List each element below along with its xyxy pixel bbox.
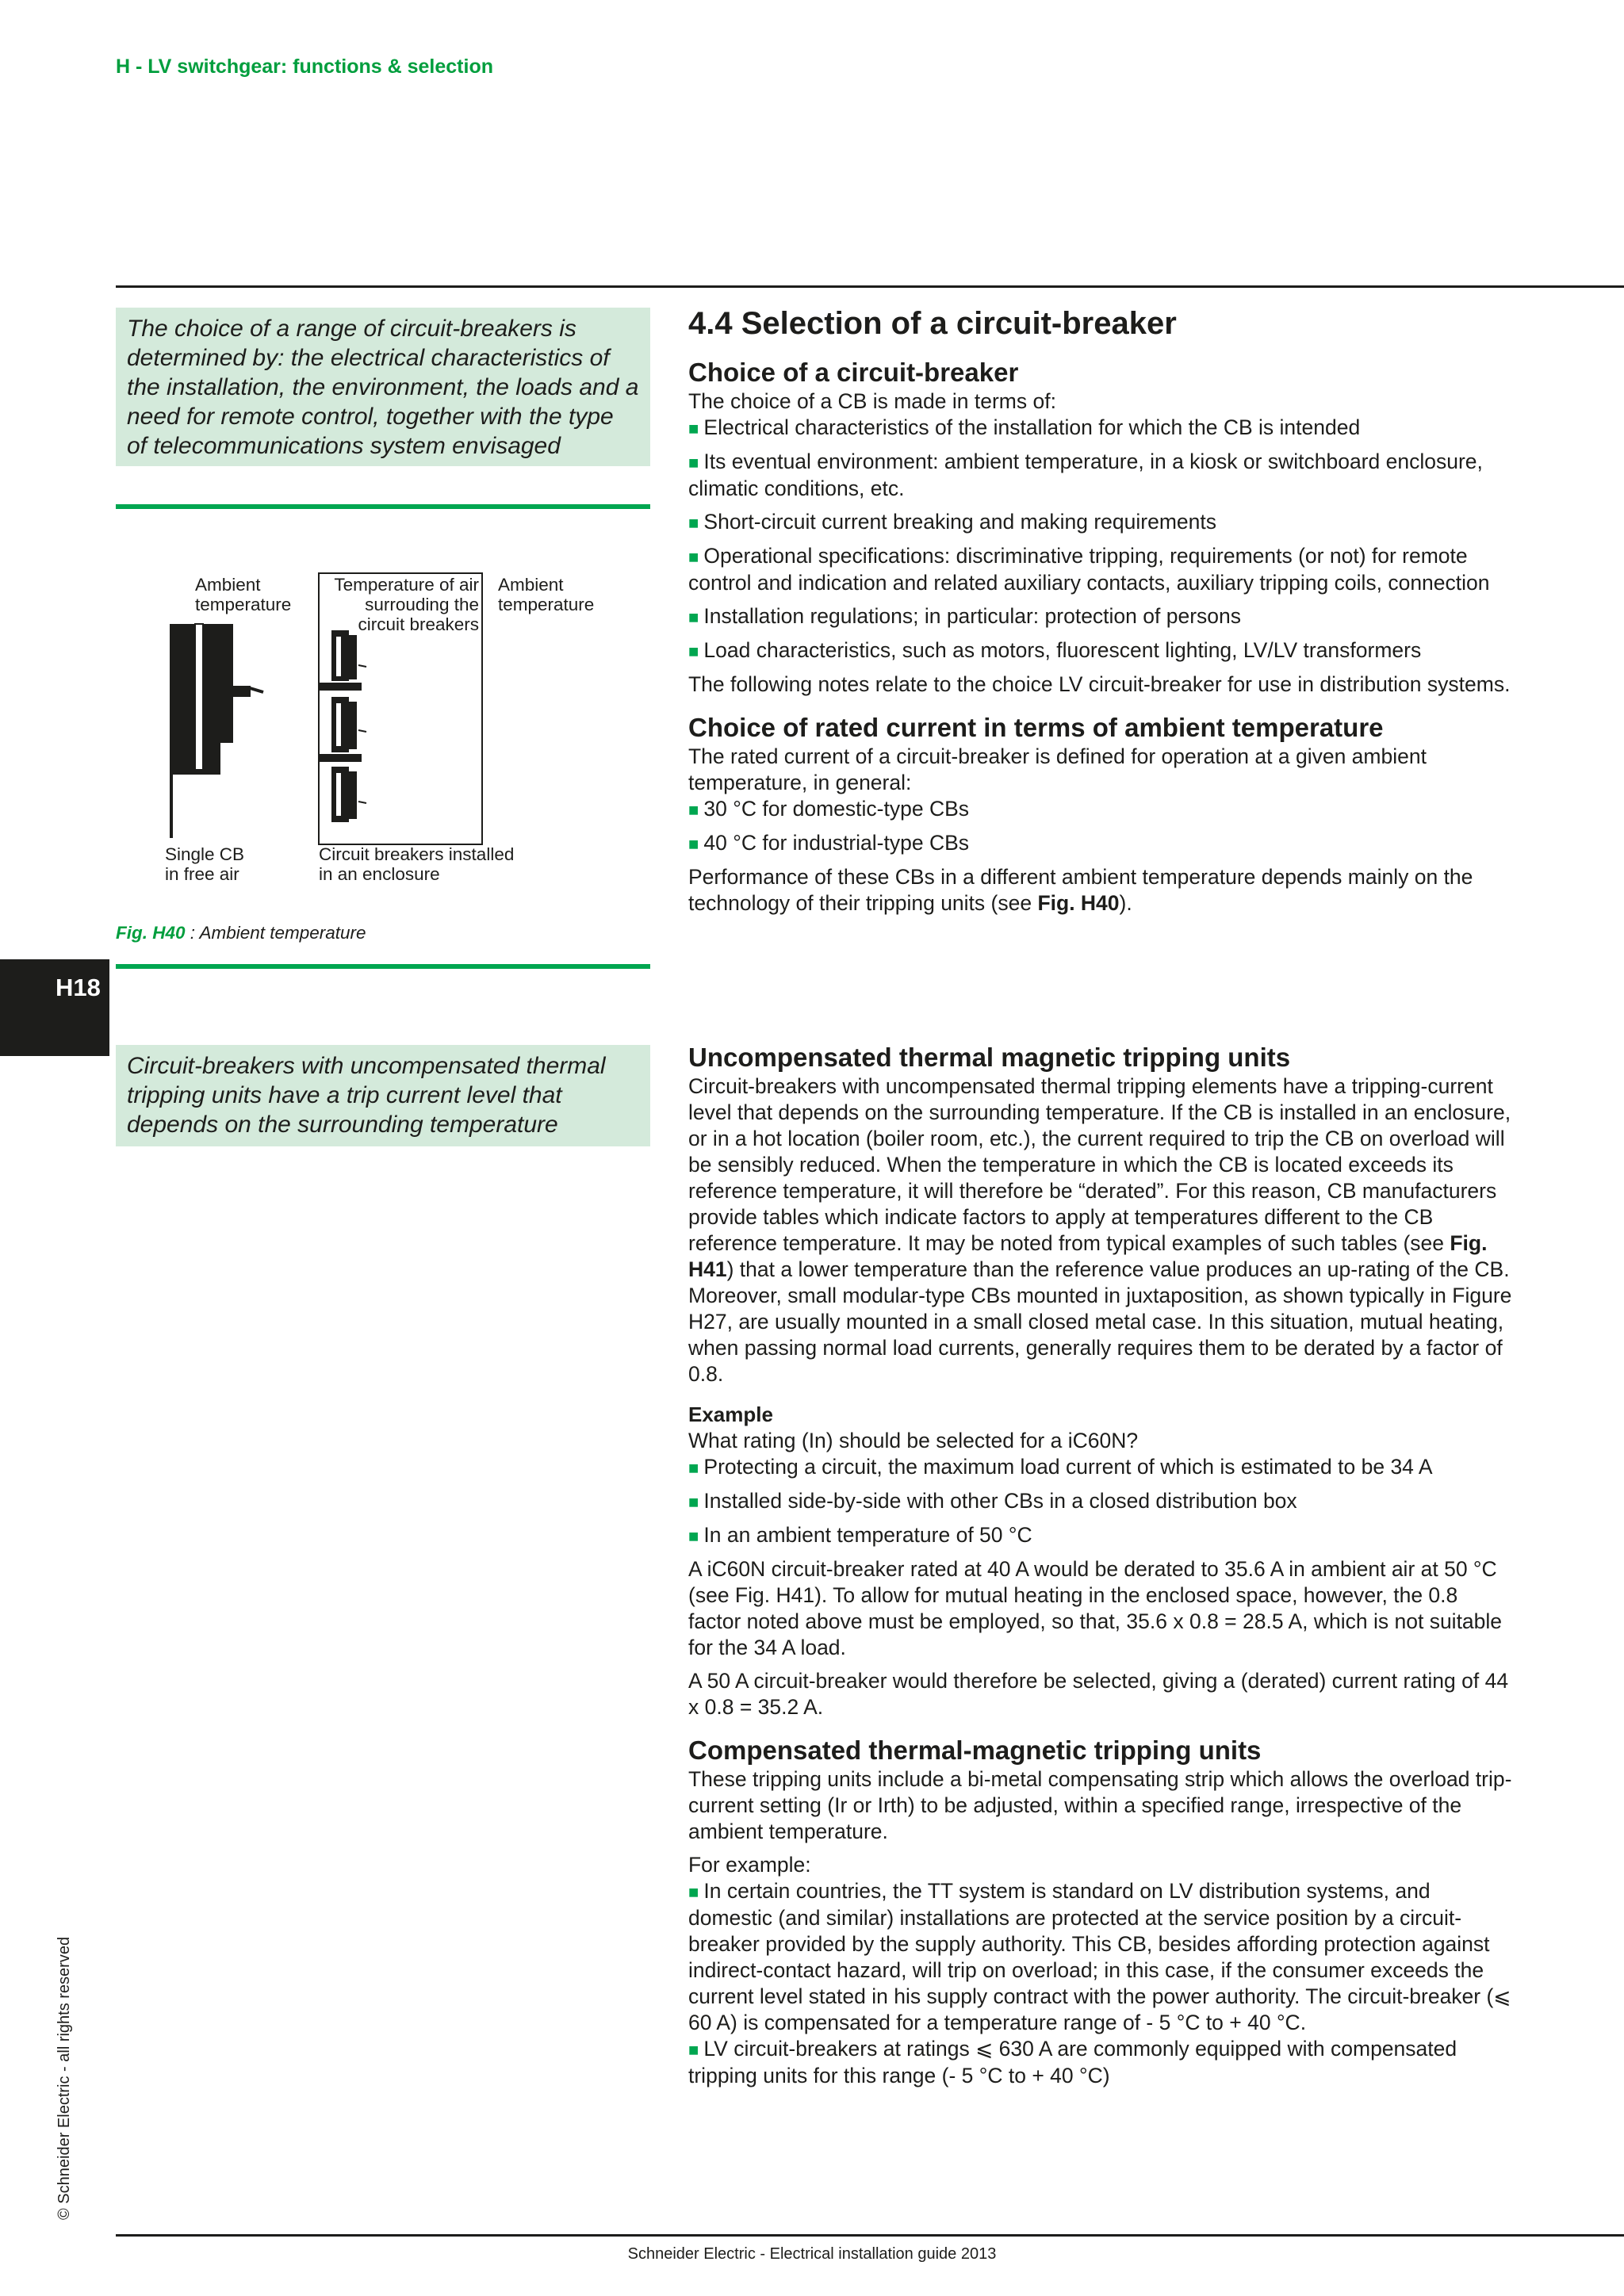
heading-choice-of-circuit-breaker: Choice of a circuit-breaker [688, 358, 1019, 387]
list-item: ■ Installation regulations; in particular: protection of persons [688, 603, 1513, 630]
main-column-bottom [688, 1042, 1513, 2089]
list-item: ■ LV circuit-breakers at ratings ⩽ 630 A are commonly equipped with compensated tripping units for this range (- 5 °C to + 40 °C) [688, 2036, 1513, 2089]
paragraph: The following notes relate to the choice LV circuit-breaker for use in distribution systems. [688, 672, 1511, 696]
list-item: ■ Its eventual environment: ambient temperature, in a kiosk or switchboard enclosure, climatic conditions, etc. [688, 449, 1513, 502]
paragraph: A iC60N circuit-breaker rated at 40 A would be derated to 35.6 A in ambient air at 50 °C (see Fig. H41). To allow for mutual heating in the enclosed space, however, the 0.8 factor noted above must be employed, so that, 35.6 x 0.8 = 28.5 A, which is not suitable for the 34 A load. [688, 1557, 1503, 1659]
page-number: H18 [56, 974, 101, 1001]
list-item: ■ In certain countries, the TT system is standard on LV distribution systems, and domestic (and similar) installations are protected at the service position by a circuit-breaker provided by the supply authority. This CB, besides affording protection against indirect-contact hazard, will trip on overload; in this case, if the consumer exceeds the current level stated in his supply contract with the power authority. The circuit-breaker (⩽ 60 A) is compensated for a temperature range of - 5 °C to + 40 °C. [688, 1878, 1513, 2036]
sidebar-note-1: The choice of a range of circuit-breakers is determined by: the electrical characteristics of the installation, the environment, the loads and a need for remote control, together with the type of telecommunications system envisaged [116, 308, 650, 466]
heading-uncompensated: Uncompensated thermal magnetic tripping units [688, 1043, 1291, 1072]
label-ambient-temperature-left: Ambient temperature [195, 575, 292, 614]
text-run: Circuit-breakers with uncompensated thermal tripping elements have a tripping-current level that depends on the surrounding temperature. If the CB is installed in an enclosure, or in a hot location (boiler room, etc.), the current required to trip the CB on overload will be sensibly reduced. When the temperature in which the CB is located exceeds its reference temperature, it will therefore be “derated”. For this reason, CB manufacturers provide tables which indicate factors to apply at temperatures different to the CB reference temperature. It may be noted from typical examples of such tables (see [688, 1074, 1511, 1255]
label-temperature-of-air: Temperature of air surrouding the circuit breakers [334, 575, 479, 634]
text-run: ). [1119, 891, 1132, 915]
figure-reference: Fig. H41 [688, 1231, 1488, 1281]
figure-caption [116, 923, 366, 943]
figure-ambient-temperature [151, 567, 658, 884]
figure-caption-ref: Fig. H40 [116, 923, 186, 943]
label-ambient-temperature-right: Ambient temperature [498, 575, 595, 614]
list-item: ■ Electrical characteristics of the installation for which the CB is intended [688, 415, 1513, 442]
section-title: H - LV switchgear: functions & selection [116, 55, 493, 78]
paragraph: For example: [688, 1853, 811, 1877]
list-item: ■ 40 °C for industrial-type CBs [688, 830, 1513, 857]
paragraph: The choice of a CB is made in terms of: [688, 389, 1056, 413]
list-item: ■ Short-circuit current breaking and making requirements [688, 509, 1513, 536]
list-item: ■ 30 °C for domestic-type CBs [688, 796, 1513, 823]
list-item: ■ Protecting a circuit, the maximum load current of which is estimated to be 34 A [688, 1454, 1513, 1481]
paragraph: These tripping units include a bi-metal compensating strip which allows the overload trip-current setting (Ir or Irth) to be adjusted, within a specified range, irrespective of the ambient temperature. [688, 1767, 1512, 1843]
heading-example: Example [688, 1402, 773, 1426]
text-run: ) that a lower temperature than the reference value produces an up-rating of the CB. Moreover, small modular-type CBs mounted in juxtaposition, as shown typically in Figure H27, are usually mounted in a small closed metal case. In this situation, mutual heating, when passing normal load currents, generally requires them to be derated by a factor of 0.8. [688, 1257, 1512, 1386]
list-item: ■ Installed side-by-side with other CBs in a closed distribution box [688, 1488, 1513, 1515]
page-number-tab [0, 959, 109, 1056]
list-item: ■ Load characteristics, such as motors, fluorescent lighting, LV/LV transformers [688, 637, 1513, 664]
heading-rated-current: Choice of rated current in terms of ambient temperature [688, 713, 1384, 742]
sidebar-note-2: Circuit-breakers with uncompensated thermal tripping units have a trip current level that depends on the surrounding temperature [116, 1045, 650, 1146]
heading-compensated: Compensated thermal-magnetic tripping units [688, 1735, 1262, 1765]
heading-selection-of-circuit-breaker: 4.4 Selection of a circuit-breaker [688, 306, 1177, 341]
label-single-cb: Single CB in free air [165, 844, 245, 884]
paragraph [688, 864, 1513, 916]
paragraph: What rating (In) should be selected for a iC60N? [688, 1429, 1139, 1452]
green-divider-2 [116, 964, 650, 969]
label-cb-enclosure: Circuit breakers installed in an enclosure [319, 844, 515, 884]
figure-caption-text: : Ambient temperature [185, 923, 366, 943]
paragraph: A 50 A circuit-breaker would therefore be selected, giving a (derated) current rating of 44 x 0.8 = 35.2 A. [688, 1669, 1509, 1719]
figure-reference: Fig. H40 [1037, 891, 1120, 915]
main-column-top [688, 304, 1513, 916]
paragraph [688, 1073, 1513, 1387]
list-item: ■ Operational specifications: discriminative tripping, requirements (or not) for remote control and indication and related auxiliary contacts, auxiliary tripping coils, connection [688, 543, 1513, 596]
copyright-notice: © Schneider Electric - all rights reserved [56, 1936, 73, 2220]
text-run: Performance of these CBs in a different ambient temperature depends mainly on the technology of their tripping units (see [688, 865, 1473, 915]
paragraph: The rated current of a circuit-breaker is defined for operation at a given ambient temperature, in general: [688, 744, 1427, 794]
bottom-rule [116, 2234, 1624, 2237]
top-rule [116, 285, 1624, 288]
footer-text: Schneider Electric - Electrical installation guide 2013 [627, 2245, 997, 2263]
list-item: ■ In an ambient temperature of 50 °C [688, 1522, 1513, 1549]
green-divider-1 [116, 504, 650, 509]
